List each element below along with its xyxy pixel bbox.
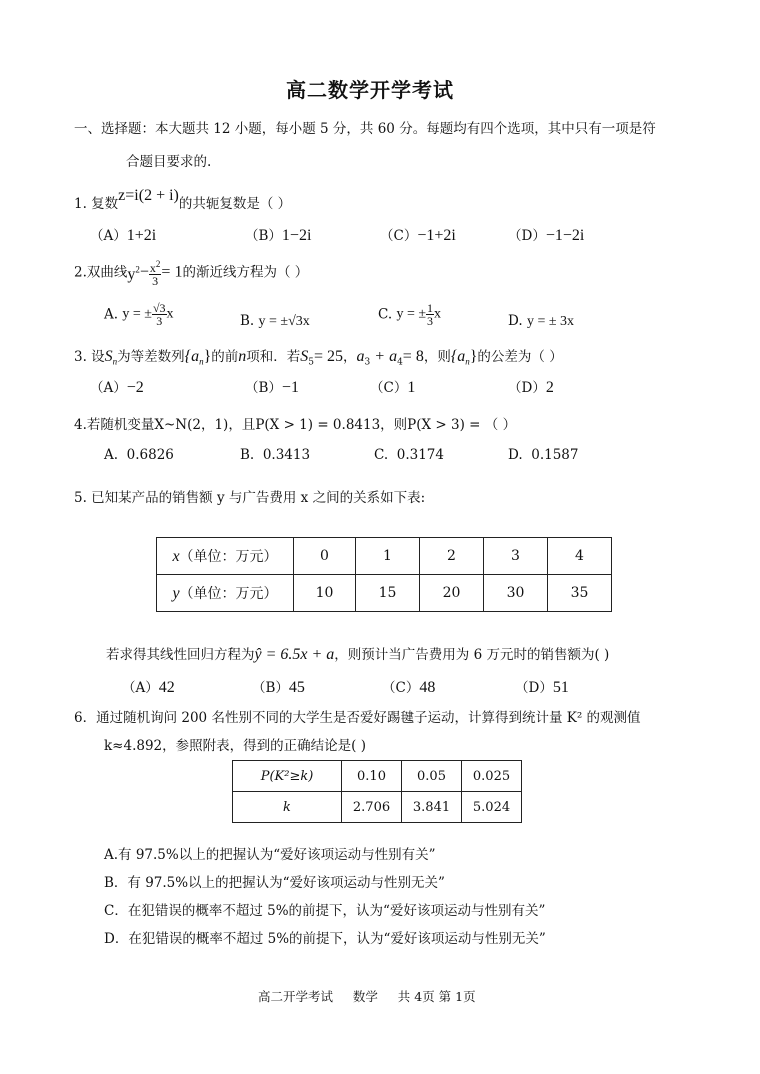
table-cell: 2 xyxy=(420,538,484,575)
q1-number: 1. 复数 xyxy=(74,196,119,212)
row-x-header: x（单位：万元） xyxy=(157,538,294,575)
page-title: 高二数学开学考试 xyxy=(286,78,454,102)
q2-option-b: B. y = ±√3x xyxy=(240,313,310,329)
question-3-stem: 3. 设$S_n$为等差数列$\{a_n\}$的前n项和．若$S_5= 25$，$a_3 + a_4= 8$，则$\{a_n\}$的公差为（ ） xyxy=(74,348,563,368)
q6-option-b: B．有 97.5%以上的把握认为“爱好该项运动与性别无关” xyxy=(104,875,445,891)
q2-option-c: C. y = ± $\frac{1}{3}$ x xyxy=(378,301,442,328)
table-cell: 4 xyxy=(548,538,612,575)
question-4-stem: 4.若随机变量X~N(2，1)，且P(X > 1) = 0.8413，则P(X > 3) = （ ） xyxy=(74,417,517,433)
page-footer xyxy=(258,987,476,1005)
table-cell: 0.05 xyxy=(402,761,462,792)
table-cell: 0 xyxy=(294,538,356,575)
q5-follow-up: 若求得其线性回归方程为ŷ = 6.5x + a，则预计当广告费用为 6 万元时的销售额为( ) xyxy=(106,646,610,663)
question-1-stem xyxy=(74,187,292,213)
table-row xyxy=(157,575,612,612)
q3-option-a: （A）−2 xyxy=(90,379,144,396)
q3-option-b: （B）−1 xyxy=(245,379,299,396)
q2-fraction: $\frac{x^2}{3}$ xyxy=(149,259,161,288)
q6-option-d: D．在犯错误的概率不超过 5%的前提下，认为“爱好该项运动与性别无关” xyxy=(104,931,546,947)
q5-option-a: （A）42 xyxy=(122,679,175,696)
table-cell: 15 xyxy=(356,575,420,612)
q1-option-a: （A）1+2i xyxy=(90,227,157,244)
q1-expression: z=i(2 + i) xyxy=(118,187,179,204)
table-cell: 2.706 xyxy=(342,792,402,823)
q5-data-table xyxy=(156,537,612,612)
q2-option-a: A. y = ± $\frac{√3}{3}$ x xyxy=(104,301,174,328)
question-6-stem-line1: 6．通过随机询问 200 名性别不同的大学生是否爱好踢毽子运动，计算得到统计量 K² 的观测值 xyxy=(74,710,641,726)
section-instruction-line1: 一、选择题：本大题共 12 小题，每小题 5 分，共 60 分。每题均有四个选项，其中只有一项是符 xyxy=(74,121,656,137)
table-row xyxy=(233,792,522,823)
q3-option-d: （D）2 xyxy=(508,379,554,396)
footer-pages: 共 4页 第 1页 xyxy=(397,989,476,1004)
q3-option-c: （C）1 xyxy=(370,379,416,396)
table-cell: 0.10 xyxy=(342,761,402,792)
table-cell: 3 xyxy=(484,538,548,575)
row-y-header: y（单位：万元） xyxy=(157,575,294,612)
q5-option-d: （D）51 xyxy=(515,679,569,696)
q2-stem-tail: 的渐近线方程为（ ） xyxy=(182,264,309,281)
table-row xyxy=(233,761,522,792)
q2-option-d: D. y = ± 3x xyxy=(508,313,575,329)
q6-option-c: C．在犯错误的概率不超过 5%的前提下，认为“爱好该项运动与性别有关” xyxy=(104,903,546,919)
table-cell: 1 xyxy=(356,538,420,575)
section-instruction-line2: 合题目要求的. xyxy=(126,154,212,170)
table-cell: 30 xyxy=(484,575,548,612)
table-cell: 0.025 xyxy=(462,761,522,792)
q2-y-term: $y^2$ xyxy=(127,264,140,284)
question-6-stem-line2: k≈4.892，参照附表，得到的正确结论是( ) xyxy=(104,738,366,754)
q6-option-a: A.有 97.5%以上的把握认为“爱好该项运动与性别有关” xyxy=(104,847,436,863)
q5-option-b: （B）45 xyxy=(252,679,305,696)
table-cell: 35 xyxy=(548,575,612,612)
table-cell: 3.841 xyxy=(402,792,462,823)
footer-exam: 高二开学考试 xyxy=(258,989,334,1004)
table-header-p: P(K²≥k) xyxy=(233,761,342,792)
q4-option-d: D. 0.1587 xyxy=(508,447,579,463)
q6-critical-value-table xyxy=(232,760,522,823)
table-cell: 5.024 xyxy=(462,792,522,823)
q4-option-b: B. 0.3413 xyxy=(240,447,311,463)
question-5-stem: 5. 已知某产品的销售额 y 与广告费用 x 之间的关系如下表: xyxy=(74,490,426,506)
q1-option-c: （C）−1+2i xyxy=(380,227,456,244)
table-cell: 10 xyxy=(294,575,356,612)
q2-number: 2.双曲线 xyxy=(74,264,128,281)
table-header-k: k xyxy=(233,792,342,823)
q1-stem-tail: 的共轭复数是（ ） xyxy=(178,196,292,212)
q4-option-a: A. 0.6826 xyxy=(104,447,174,463)
q1-option-d: （D）−1−2i xyxy=(508,227,585,244)
q4-option-c: C. 0.3174 xyxy=(374,447,444,463)
question-2-stem: 2.双曲线$y^2-$ $\frac{x^2}{3}$ = 1的渐近线方程为（ ） xyxy=(74,259,309,288)
table-row xyxy=(157,538,612,575)
table-cell: 20 xyxy=(420,575,484,612)
q5-option-c: （C）48 xyxy=(382,679,436,696)
q1-option-b: （B）1−2i xyxy=(245,227,312,244)
footer-subject: 数学 xyxy=(352,989,378,1004)
